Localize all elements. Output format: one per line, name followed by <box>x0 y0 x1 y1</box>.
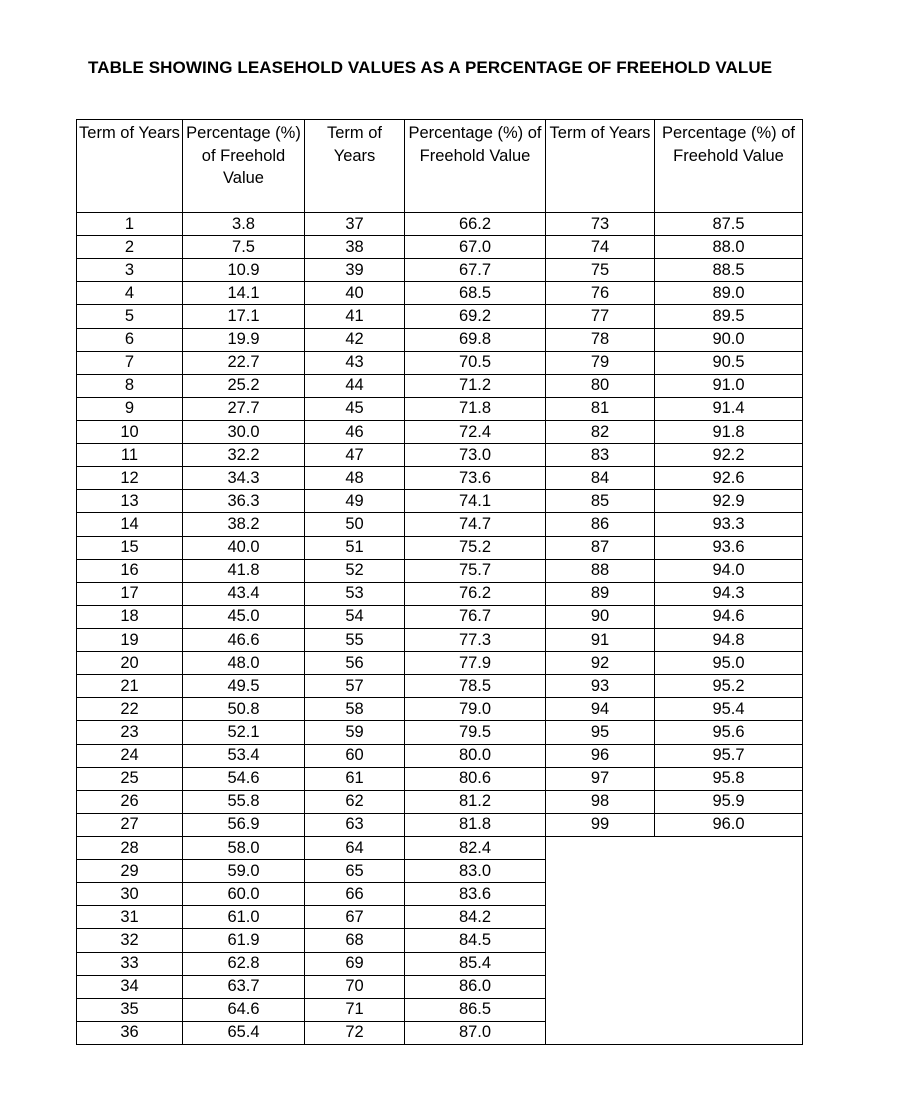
percentage-cell: 96.0 <box>655 813 803 836</box>
table-row <box>77 467 803 490</box>
term-cell: 95 <box>546 721 655 744</box>
percentage-cell: 77.3 <box>405 628 546 651</box>
percentage-cell: 74.1 <box>405 490 546 513</box>
percentage-cell: 85.4 <box>405 952 546 975</box>
percentage-cell: 52.1 <box>183 721 305 744</box>
percentage-cell: 43.4 <box>183 582 305 605</box>
table-row <box>77 767 803 790</box>
term-cell: 53 <box>305 582 405 605</box>
term-cell: 99 <box>546 813 655 836</box>
term-cell: 98 <box>546 790 655 813</box>
percentage-cell: 46.6 <box>183 628 305 651</box>
term-cell: 32 <box>77 929 183 952</box>
term-cell: 82 <box>546 420 655 443</box>
term-cell: 35 <box>77 998 183 1021</box>
percentage-cell: 86.5 <box>405 998 546 1021</box>
term-cell: 85 <box>546 490 655 513</box>
term-cell: 15 <box>77 536 183 559</box>
term-cell: 90 <box>546 605 655 628</box>
percentage-cell: 93.6 <box>655 536 803 559</box>
term-cell: 36 <box>77 1021 183 1044</box>
table-row <box>77 490 803 513</box>
table-row <box>77 397 803 420</box>
term-cell: 81 <box>546 397 655 420</box>
percentage-cell: 61.9 <box>183 929 305 952</box>
term-cell: 30 <box>77 883 183 906</box>
term-cell: 11 <box>77 444 183 467</box>
term-cell: 79 <box>546 351 655 374</box>
percentage-cell: 70.5 <box>405 351 546 374</box>
term-cell: 96 <box>546 744 655 767</box>
term-cell: 20 <box>77 652 183 675</box>
percentage-cell: 50.8 <box>183 698 305 721</box>
percentage-cell: 86.0 <box>405 975 546 998</box>
percentage-cell: 95.9 <box>655 790 803 813</box>
percentage-cell: 62.8 <box>183 952 305 975</box>
term-cell: 40 <box>305 282 405 305</box>
percentage-cell: 58.0 <box>183 836 305 859</box>
term-cell: 31 <box>77 906 183 929</box>
term-cell: 64 <box>305 836 405 859</box>
percentage-cell: 84.2 <box>405 906 546 929</box>
term-cell: 2 <box>77 236 183 259</box>
term-cell: 17 <box>77 582 183 605</box>
table-row <box>77 675 803 698</box>
percentage-cell: 63.7 <box>183 975 305 998</box>
term-cell: 73 <box>546 213 655 236</box>
percentage-cell: 74.7 <box>405 513 546 536</box>
percentage-cell: 72.4 <box>405 420 546 443</box>
term-cell: 29 <box>77 860 183 883</box>
leasehold-table <box>76 119 803 1045</box>
percentage-cell: 69.2 <box>405 305 546 328</box>
table-row <box>77 282 803 305</box>
table-row <box>77 790 803 813</box>
percentage-cell: 89.5 <box>655 305 803 328</box>
percentage-cell: 94.6 <box>655 605 803 628</box>
percentage-cell: 19.9 <box>183 328 305 351</box>
empty-cell <box>546 836 803 1044</box>
percentage-cell: 80.6 <box>405 767 546 790</box>
term-cell: 54 <box>305 605 405 628</box>
percentage-cell: 40.0 <box>183 536 305 559</box>
percentage-cell: 73.6 <box>405 467 546 490</box>
term-cell: 88 <box>546 559 655 582</box>
term-cell: 21 <box>77 675 183 698</box>
percentage-cell: 49.5 <box>183 675 305 698</box>
percentage-cell: 48.0 <box>183 652 305 675</box>
term-cell: 52 <box>305 559 405 582</box>
percentage-cell: 78.5 <box>405 675 546 698</box>
percentage-cell: 79.5 <box>405 721 546 744</box>
percentage-cell: 91.8 <box>655 420 803 443</box>
percentage-cell: 84.5 <box>405 929 546 952</box>
term-cell: 67 <box>305 906 405 929</box>
percentage-cell: 76.2 <box>405 582 546 605</box>
term-cell: 22 <box>77 698 183 721</box>
term-cell: 46 <box>305 420 405 443</box>
percentage-cell: 89.0 <box>655 282 803 305</box>
term-cell: 78 <box>546 328 655 351</box>
percentage-cell: 94.0 <box>655 559 803 582</box>
term-cell: 23 <box>77 721 183 744</box>
percentage-cell: 3.8 <box>183 213 305 236</box>
percentage-cell: 41.8 <box>183 559 305 582</box>
table-row <box>77 513 803 536</box>
percentage-cell: 95.0 <box>655 652 803 675</box>
term-cell: 45 <box>305 397 405 420</box>
term-cell: 16 <box>77 559 183 582</box>
term-cell: 60 <box>305 744 405 767</box>
term-cell: 92 <box>546 652 655 675</box>
term-cell: 76 <box>546 282 655 305</box>
header-percentage: Percentage (%) of Freehold Value <box>655 120 803 213</box>
percentage-cell: 90.0 <box>655 328 803 351</box>
percentage-cell: 36.3 <box>183 490 305 513</box>
percentage-cell: 10.9 <box>183 259 305 282</box>
percentage-cell: 67.0 <box>405 236 546 259</box>
percentage-cell: 83.6 <box>405 883 546 906</box>
percentage-cell: 79.0 <box>405 698 546 721</box>
term-cell: 72 <box>305 1021 405 1044</box>
table-row <box>77 836 803 859</box>
term-cell: 74 <box>546 236 655 259</box>
term-cell: 14 <box>77 513 183 536</box>
term-cell: 6 <box>77 328 183 351</box>
table-row <box>77 351 803 374</box>
page-title: TABLE SHOWING LEASEHOLD VALUES AS A PERCENTAGE OF FREEHOLD VALUE <box>88 58 773 77</box>
term-cell: 26 <box>77 790 183 813</box>
table-row <box>77 305 803 328</box>
percentage-cell: 55.8 <box>183 790 305 813</box>
term-cell: 87 <box>546 536 655 559</box>
table-row <box>77 721 803 744</box>
term-cell: 48 <box>305 467 405 490</box>
percentage-cell: 75.7 <box>405 559 546 582</box>
percentage-cell: 45.0 <box>183 605 305 628</box>
term-cell: 57 <box>305 675 405 698</box>
term-cell: 63 <box>305 813 405 836</box>
percentage-cell: 83.0 <box>405 860 546 883</box>
term-cell: 27 <box>77 813 183 836</box>
header-term-of-years: Term of Years <box>305 120 405 213</box>
table-row <box>77 582 803 605</box>
term-cell: 75 <box>546 259 655 282</box>
term-cell: 93 <box>546 675 655 698</box>
percentage-cell: 95.4 <box>655 698 803 721</box>
percentage-cell: 67.7 <box>405 259 546 282</box>
term-cell: 69 <box>305 952 405 975</box>
header-row <box>77 120 803 213</box>
term-cell: 4 <box>77 282 183 305</box>
term-cell: 49 <box>305 490 405 513</box>
table-row <box>77 628 803 651</box>
term-cell: 86 <box>546 513 655 536</box>
term-cell: 37 <box>305 213 405 236</box>
percentage-cell: 56.9 <box>183 813 305 836</box>
term-cell: 34 <box>77 975 183 998</box>
percentage-cell: 80.0 <box>405 744 546 767</box>
term-cell: 62 <box>305 790 405 813</box>
percentage-cell: 71.8 <box>405 397 546 420</box>
table-row <box>77 374 803 397</box>
table-row <box>77 536 803 559</box>
percentage-cell: 92.6 <box>655 467 803 490</box>
table-row <box>77 420 803 443</box>
table-row <box>77 744 803 767</box>
term-cell: 18 <box>77 605 183 628</box>
term-cell: 28 <box>77 836 183 859</box>
percentage-cell: 76.7 <box>405 605 546 628</box>
percentage-cell: 93.3 <box>655 513 803 536</box>
percentage-cell: 91.4 <box>655 397 803 420</box>
percentage-cell: 32.2 <box>183 444 305 467</box>
term-cell: 38 <box>305 236 405 259</box>
percentage-cell: 61.0 <box>183 906 305 929</box>
term-cell: 39 <box>305 259 405 282</box>
percentage-cell: 87.5 <box>655 213 803 236</box>
percentage-cell: 77.9 <box>405 652 546 675</box>
percentage-cell: 87.0 <box>405 1021 546 1044</box>
term-cell: 83 <box>546 444 655 467</box>
term-cell: 56 <box>305 652 405 675</box>
percentage-cell: 17.1 <box>183 305 305 328</box>
percentage-cell: 34.3 <box>183 467 305 490</box>
percentage-cell: 81.2 <box>405 790 546 813</box>
term-cell: 59 <box>305 721 405 744</box>
percentage-cell: 92.2 <box>655 444 803 467</box>
percentage-cell: 73.0 <box>405 444 546 467</box>
percentage-cell: 38.2 <box>183 513 305 536</box>
term-cell: 94 <box>546 698 655 721</box>
percentage-cell: 64.6 <box>183 998 305 1021</box>
percentage-cell: 71.2 <box>405 374 546 397</box>
header-percentage: Percentage (%) of Freehold Value <box>183 120 305 213</box>
term-cell: 41 <box>305 305 405 328</box>
percentage-cell: 75.2 <box>405 536 546 559</box>
term-cell: 68 <box>305 929 405 952</box>
term-cell: 71 <box>305 998 405 1021</box>
header-term-of-years: Term of Years <box>546 120 655 213</box>
percentage-cell: 90.5 <box>655 351 803 374</box>
percentage-cell: 66.2 <box>405 213 546 236</box>
percentage-cell: 88.5 <box>655 259 803 282</box>
table-row <box>77 813 803 836</box>
term-cell: 58 <box>305 698 405 721</box>
term-cell: 80 <box>546 374 655 397</box>
term-cell: 1 <box>77 213 183 236</box>
percentage-cell: 94.8 <box>655 628 803 651</box>
term-cell: 3 <box>77 259 183 282</box>
percentage-cell: 95.6 <box>655 721 803 744</box>
term-cell: 8 <box>77 374 183 397</box>
term-cell: 61 <box>305 767 405 790</box>
percentage-cell: 95.7 <box>655 744 803 767</box>
percentage-cell: 53.4 <box>183 744 305 767</box>
table-row <box>77 698 803 721</box>
percentage-cell: 81.8 <box>405 813 546 836</box>
table-row <box>77 605 803 628</box>
percentage-cell: 69.8 <box>405 328 546 351</box>
term-cell: 50 <box>305 513 405 536</box>
percentage-cell: 95.2 <box>655 675 803 698</box>
term-cell: 44 <box>305 374 405 397</box>
percentage-cell: 92.9 <box>655 490 803 513</box>
percentage-cell: 7.5 <box>183 236 305 259</box>
term-cell: 55 <box>305 628 405 651</box>
table-row <box>77 559 803 582</box>
term-cell: 7 <box>77 351 183 374</box>
percentage-cell: 91.0 <box>655 374 803 397</box>
percentage-cell: 60.0 <box>183 883 305 906</box>
term-cell: 5 <box>77 305 183 328</box>
percentage-cell: 82.4 <box>405 836 546 859</box>
term-cell: 13 <box>77 490 183 513</box>
term-cell: 70 <box>305 975 405 998</box>
term-cell: 10 <box>77 420 183 443</box>
term-cell: 42 <box>305 328 405 351</box>
term-cell: 91 <box>546 628 655 651</box>
term-cell: 66 <box>305 883 405 906</box>
header-percentage: Percentage (%) of Freehold Value <box>405 120 546 213</box>
header-term-of-years: Term of Years <box>77 120 183 213</box>
term-cell: 24 <box>77 744 183 767</box>
term-cell: 43 <box>305 351 405 374</box>
term-cell: 84 <box>546 467 655 490</box>
term-cell: 19 <box>77 628 183 651</box>
table-row <box>77 213 803 236</box>
term-cell: 47 <box>305 444 405 467</box>
term-cell: 89 <box>546 582 655 605</box>
table-row <box>77 259 803 282</box>
term-cell: 65 <box>305 860 405 883</box>
term-cell: 33 <box>77 952 183 975</box>
percentage-cell: 25.2 <box>183 374 305 397</box>
percentage-cell: 14.1 <box>183 282 305 305</box>
percentage-cell: 65.4 <box>183 1021 305 1044</box>
percentage-cell: 27.7 <box>183 397 305 420</box>
table-row <box>77 652 803 675</box>
term-cell: 77 <box>546 305 655 328</box>
percentage-cell: 59.0 <box>183 860 305 883</box>
term-cell: 12 <box>77 467 183 490</box>
table-row <box>77 444 803 467</box>
term-cell: 51 <box>305 536 405 559</box>
table-row <box>77 328 803 351</box>
table-row <box>77 236 803 259</box>
percentage-cell: 22.7 <box>183 351 305 374</box>
percentage-cell: 30.0 <box>183 420 305 443</box>
percentage-cell: 94.3 <box>655 582 803 605</box>
term-cell: 9 <box>77 397 183 420</box>
percentage-cell: 88.0 <box>655 236 803 259</box>
term-cell: 97 <box>546 767 655 790</box>
table-body <box>77 213 803 1045</box>
percentage-cell: 95.8 <box>655 767 803 790</box>
percentage-cell: 68.5 <box>405 282 546 305</box>
term-cell: 25 <box>77 767 183 790</box>
percentage-cell: 54.6 <box>183 767 305 790</box>
